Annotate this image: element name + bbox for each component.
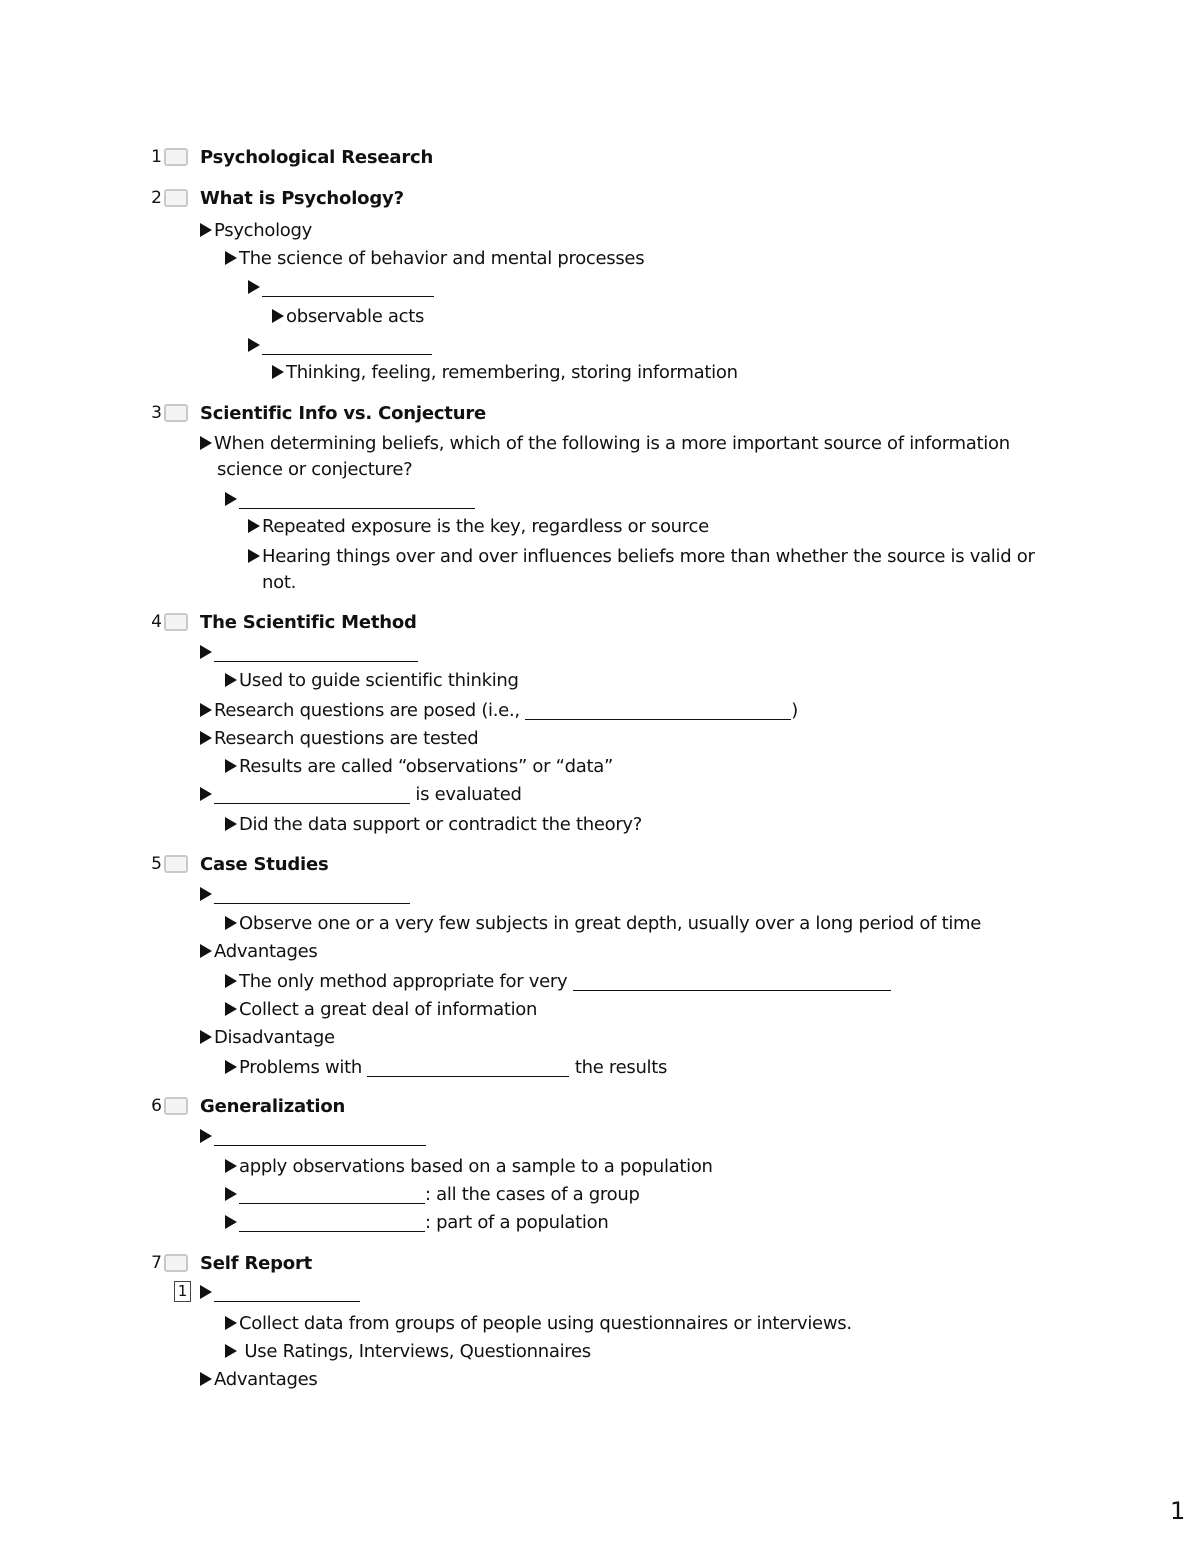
arrow-bullet-icon [272,365,284,379]
slide-title: What is Psychology? [200,187,404,209]
slide-thumbnail [164,855,188,873]
arrow-bullet-icon [200,436,212,450]
arrow-bullet-icon [272,309,284,323]
bullet: Problems with the results [225,1055,667,1081]
slide-title: Scientific Info vs. Conjecture [200,402,487,424]
bullet: Research questions are tested [200,726,478,752]
fill-in-blank [214,1127,426,1146]
slide-number: 7 [151,1253,162,1273]
page-number: 1 [1170,1497,1186,1525]
bullet: Results are called “observations” or “data” [225,754,613,780]
bullet: observable acts [272,304,424,330]
bullet: : part of a population [225,1210,608,1236]
arrow-bullet-icon [225,1316,237,1330]
arrow-bullet-icon [225,1159,237,1173]
fill-in-blank [239,490,475,509]
fill-in-blank [214,1283,360,1302]
bullet: Psychology [200,218,312,244]
slide-number: 3 [151,403,162,423]
bullet: The only method appropriate for very [225,969,891,995]
fill-in-blank [214,643,418,662]
arrow-bullet-icon [225,1002,237,1016]
fill-in-blank [214,785,410,804]
fill-in-blank [367,1058,569,1077]
slide-number: 4 [151,612,162,632]
arrow-bullet-icon [225,817,237,831]
bullet: Advantages [200,939,317,965]
bullet: Use Ratings, Interviews, Questionnaires [225,1339,591,1365]
arrow-bullet-icon [200,787,212,801]
bullet-fill-in-blank [200,882,410,908]
bullet: Collect data from groups of people using questionnaires or interviews. [225,1311,852,1337]
bullet-fill-in-blank [200,640,418,666]
fill-in-blank [262,336,432,355]
arrow-bullet-icon [248,549,260,563]
slide-thumbnail [164,613,188,631]
arrow-bullet-icon [200,731,212,745]
arrow-bullet-icon [200,1285,212,1299]
slide-thumbnail [164,148,188,166]
fill-in-blank [262,278,434,297]
bullet: is evaluated [200,782,522,808]
bullet: Advantages [200,1367,317,1393]
bullet-fill-in-blank [248,275,434,301]
arrow-bullet-icon [225,1187,237,1201]
bullet: Hearing things over and over influences beliefs more than whether the source is valid or not. [248,544,1052,596]
slide-number: 2 [151,188,162,208]
slide-title: Self Report [200,1252,313,1274]
slide-number: 6 [151,1096,162,1116]
bullet: Disadvantage [200,1025,335,1051]
arrow-bullet-icon [225,251,237,265]
slide-title: Psychological Research [200,146,434,168]
bullet: Used to guide scientific thinking [225,668,519,694]
bullet-fill-in-blank [200,1280,360,1306]
arrow-bullet-icon [225,759,237,773]
arrow-bullet-icon [200,223,212,237]
arrow-bullet-icon [200,1030,212,1044]
arrow-bullet-icon [200,1372,212,1386]
arrow-bullet-icon [225,974,237,988]
slide-thumbnail [164,1097,188,1115]
arrow-bullet-icon [248,338,260,352]
arrow-bullet-icon [248,519,260,533]
bullet-fill-in-blank [225,487,475,513]
slide-number: 1 [151,147,162,167]
slide-2-header [150,184,404,212]
fill-in-blank [214,885,410,904]
arrow-bullet-icon [200,703,212,717]
slide-thumbnail [164,189,188,207]
bullet: The science of behavior and mental processes [225,246,644,272]
bullet: Observe one or a very few subjects in great depth, usually over a long period of time [225,911,981,937]
arrow-bullet-icon [248,280,260,294]
slide-1-header [150,143,433,171]
bullet: When determining beliefs, which of the following is a more important source of information science or conjecture? [200,431,1047,483]
bullet: Collect a great deal of information [225,997,537,1023]
slide-4-header [150,608,417,636]
bullet-fill-in-blank [248,333,432,359]
slide-title: Case Studies [200,853,329,875]
arrow-bullet-icon [225,916,237,930]
bullet: apply observations based on a sample to a population [225,1154,713,1180]
slide-5-header [150,850,329,878]
fill-in-blank [239,1185,425,1204]
fill-in-blank [573,972,891,991]
bullet-fill-in-blank [200,1124,426,1150]
arrow-bullet-icon [225,1060,237,1074]
arrow-bullet-icon [200,944,212,958]
bullet: Thinking, feeling, remembering, storing information [272,360,738,386]
slide-3-header [150,399,486,427]
fill-in-blank [525,701,791,720]
arrow-bullet-icon [200,887,212,901]
slide-7-header [150,1249,312,1277]
arrow-bullet-icon [200,645,212,659]
slide-thumbnail [164,1254,188,1272]
bullet: Repeated exposure is the key, regardless or source [248,514,709,540]
bullet: Research questions are posed (i.e., ) [200,698,798,724]
arrow-bullet-icon [225,673,237,687]
arrow-bullet-icon [225,1344,237,1358]
slide-6-header [150,1092,345,1120]
slide-title: Generalization [200,1095,346,1117]
fill-in-blank [239,1213,425,1232]
slide-number: 5 [151,854,162,874]
animation-order-badge: 1 [174,1281,191,1302]
bullet: : all the cases of a group [225,1182,640,1208]
arrow-bullet-icon [225,492,237,506]
arrow-bullet-icon [200,1129,212,1143]
arrow-bullet-icon [225,1215,237,1229]
slide-title: The Scientific Method [200,611,417,633]
bullet: Did the data support or contradict the theory? [225,812,642,838]
slide-thumbnail [164,404,188,422]
